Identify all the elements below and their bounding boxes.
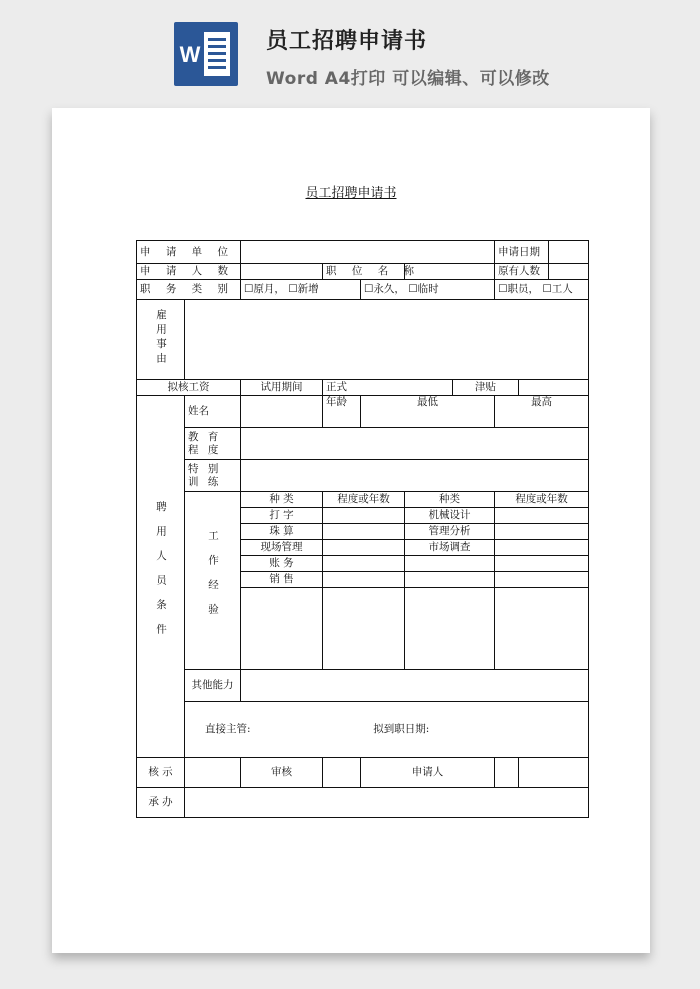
label-job-category: 职 务 类 别 — [137, 280, 241, 300]
banner-title: 员工招聘申请书 — [266, 29, 428, 54]
field-allowance[interactable] — [519, 380, 589, 396]
field-accounting-level[interactable] — [323, 556, 405, 572]
field-approval[interactable] — [185, 758, 241, 788]
label-education: 教 育 程 度 — [185, 428, 241, 460]
label-applicant: 申请人 — [361, 758, 495, 788]
checkbox-group-staff-worker[interactable]: ☐职员， ☐工人 — [495, 280, 589, 300]
row-salary — [137, 380, 589, 396]
label-other-abilities: 其他能力 — [185, 670, 241, 702]
skill-accounting: 账 务 — [241, 556, 323, 572]
row-other-abilities — [137, 670, 589, 702]
label-trial-period: 试用期间 — [241, 380, 323, 396]
checkbox-group-permanent-temp[interactable]: ☐永久， ☐临时 — [361, 280, 495, 300]
row-training — [137, 460, 589, 492]
skill-typing: 打 字 — [241, 508, 323, 524]
label-hire-reason: 雇用事由 — [155, 308, 167, 367]
label-apply-date: 申请日期 — [495, 241, 549, 264]
field-handler[interactable] — [185, 788, 589, 818]
skill-sales: 销 售 — [241, 572, 323, 588]
label-min: 最低 — [361, 396, 495, 428]
header-kind-right: 种类 — [405, 492, 495, 508]
row-handle — [137, 788, 589, 818]
label-name: 姓名 — [185, 396, 241, 428]
field-apply-count[interactable] — [241, 264, 323, 280]
header-kind-left: 种 类 — [241, 492, 323, 508]
label-position-name: 职 位 名 称 — [323, 264, 405, 280]
field-extra-kind-4[interactable] — [405, 588, 495, 670]
row-experience-header — [137, 492, 589, 508]
label-arrival-date: 拟到职日期: — [373, 723, 430, 735]
label-apply-count: 申 请 人 数 — [137, 264, 241, 280]
field-extra-kind-2[interactable] — [405, 572, 495, 588]
skill-site-management: 现场管理 — [241, 540, 323, 556]
label-allowance: 津贴 — [453, 380, 519, 396]
skill-management-analysis: 管理分析 — [405, 524, 495, 540]
skill-market-research: 市场调查 — [405, 540, 495, 556]
word-document-icon — [174, 22, 238, 86]
banner-subtitle: Word A4打印 可以编辑、可以修改 — [266, 69, 550, 89]
label-formal: 正式 — [323, 380, 453, 396]
field-hire-reason[interactable] — [185, 300, 589, 380]
row-reason — [137, 300, 589, 380]
field-typing-level[interactable] — [323, 508, 405, 524]
skill-abacus: 珠 算 — [241, 524, 323, 540]
field-extra-level-3[interactable] — [323, 588, 405, 670]
svg-text:W: W — [179, 42, 201, 67]
row-unit — [137, 241, 589, 264]
label-training: 特 别 训 练 — [185, 460, 241, 492]
row-supervisor — [137, 702, 589, 758]
field-abacus-level[interactable] — [323, 524, 405, 540]
label-existing-count: 原有人数 — [495, 264, 549, 280]
field-apply-date[interactable] — [549, 241, 589, 264]
field-extra-level-2[interactable] — [495, 572, 589, 588]
field-site-level[interactable] — [323, 540, 405, 556]
field-sales-level[interactable] — [323, 572, 405, 588]
field-extra-kind-3[interactable] — [241, 588, 323, 670]
label-direct-supervisor: 直接主管: — [205, 723, 251, 735]
label-apply-unit: 申 请 单 位 — [137, 241, 241, 264]
field-training[interactable] — [241, 460, 589, 492]
application-form-table — [136, 240, 589, 818]
header-level-left: 程度或年数 — [323, 492, 405, 508]
label-hiring-conditions: 聘用人员条件 — [155, 501, 167, 648]
label-proposed-salary: 拟核工资 — [137, 380, 241, 396]
document-title: 员工招聘申请书 — [305, 186, 397, 201]
row-education — [137, 428, 589, 460]
field-name[interactable] — [241, 396, 323, 428]
label-max: 最高 — [495, 396, 589, 428]
banner — [0, 0, 700, 100]
field-applicant-extra[interactable] — [519, 758, 589, 788]
field-education[interactable] — [241, 428, 589, 460]
document-page — [52, 108, 650, 953]
field-market-level[interactable] — [495, 540, 589, 556]
row-approval — [137, 758, 589, 788]
label-approval: 核 示 — [137, 758, 185, 788]
header-level-right: 程度或年数 — [495, 492, 589, 508]
field-apply-unit[interactable] — [241, 241, 495, 264]
field-extra-level-4[interactable] — [495, 588, 589, 670]
field-extra-level-1[interactable] — [495, 556, 589, 572]
row-count — [137, 264, 589, 280]
field-management-level[interactable] — [495, 524, 589, 540]
label-age: 年龄 — [323, 396, 361, 428]
row-name — [137, 396, 589, 428]
row-category — [137, 280, 589, 300]
field-other-abilities[interactable] — [241, 670, 589, 702]
label-handler: 承 办 — [137, 788, 185, 818]
field-existing-count[interactable] — [549, 264, 589, 280]
skill-mechanical-design: 机械设计 — [405, 508, 495, 524]
field-applicant[interactable] — [495, 758, 519, 788]
field-review[interactable] — [323, 758, 361, 788]
checkbox-group-original-new[interactable]: ☐原月， ☐新增 — [241, 280, 361, 300]
field-extra-kind-1[interactable] — [405, 556, 495, 572]
label-review: 审核 — [241, 758, 323, 788]
field-mechanical-level[interactable] — [495, 508, 589, 524]
label-work-experience: 工作经验 — [207, 529, 219, 628]
